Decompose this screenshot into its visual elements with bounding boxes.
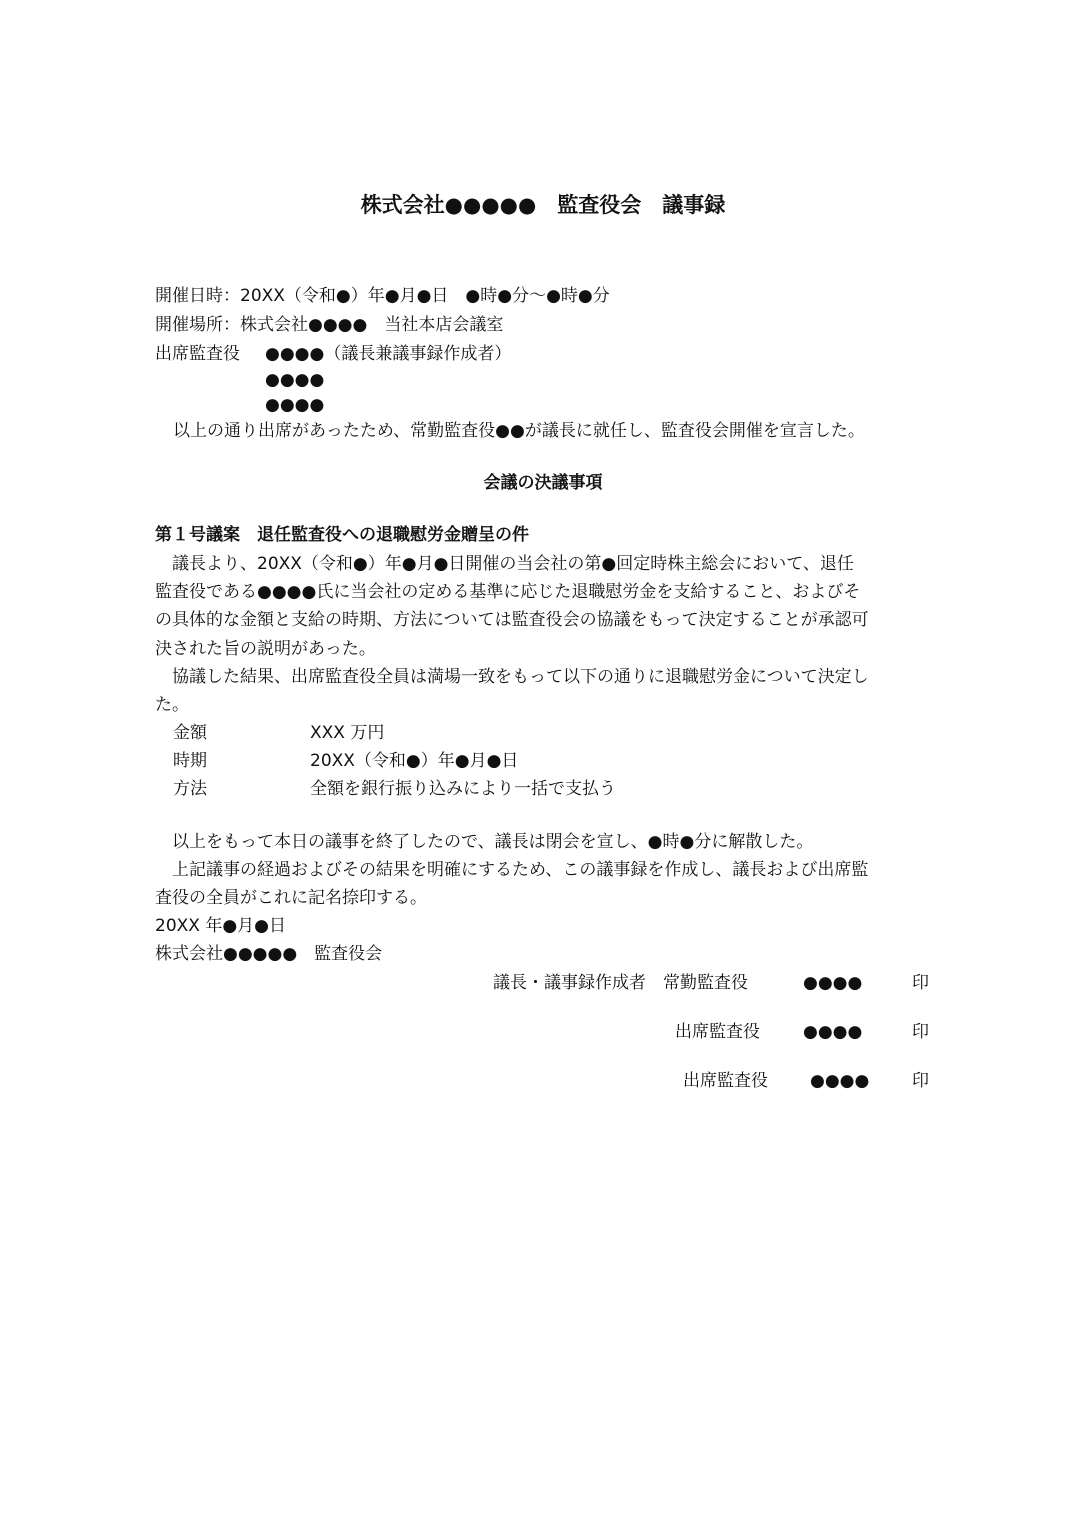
closing-statement: 上記議事の経過およびその結果を明確にするため、この議事録を作成し、議長および出席監 bbox=[155, 860, 869, 880]
detail-value: XXX 万円 bbox=[310, 723, 385, 743]
closing-statement: 以上をもって本日の議事を終了したので、議長は閉会を宣し、●時●分に解散した。 bbox=[155, 832, 814, 852]
signature-name: ●●●● bbox=[803, 1022, 863, 1042]
detail-key: 方法 bbox=[173, 779, 207, 799]
signature-name: ●●●● bbox=[810, 1071, 870, 1091]
closing-statement: 査役の全員がこれに記名捺印する。 bbox=[155, 888, 427, 908]
agenda-paragraph-line: 決された旨の説明があった。 bbox=[155, 639, 376, 659]
agenda-paragraph-line: 議長より、20XX（令和●）年●月●日開催の当会社の第●回定時株主総会において、退任 bbox=[155, 554, 854, 574]
agenda-heading: 第１号議案 退任監査役への退職慰労金贈呈の件 bbox=[155, 525, 529, 545]
meeting-datetime: 開催日時：20XX（令和●）年●月●日 ●時●分～●時●分 bbox=[155, 286, 610, 306]
signature-role: 出席監査役 bbox=[683, 1071, 768, 1091]
document-date: 20XX 年●月●日 bbox=[155, 916, 286, 936]
seal-mark: 印 bbox=[912, 1022, 929, 1042]
decision-paragraph-line: た。 bbox=[155, 695, 189, 715]
seal-mark: 印 bbox=[912, 1071, 929, 1091]
resolutions-heading: 会議の決議事項 bbox=[483, 473, 603, 493]
signature-role: 出席監査役 bbox=[675, 1022, 760, 1042]
decision-paragraph-line: 協議した結果、出席監査役全員は満場一致をもって以下の通りに退職慰労金について決定し bbox=[155, 667, 869, 687]
seal-mark: 印 bbox=[912, 973, 929, 993]
opening-statement: 以上の通り出席があったため、常勤監査役●●が議長に就任し、監査役会開催を宣言した。 bbox=[173, 421, 865, 441]
detail-key: 金額 bbox=[173, 723, 207, 743]
document-title: 株式会社●●●●● 監査役会 議事録 bbox=[360, 193, 726, 217]
organization-name: 株式会社●●●●● 監査役会 bbox=[155, 944, 383, 964]
attendee-name: ●●●● bbox=[265, 370, 325, 390]
detail-value: 20XX（令和●）年●月●日 bbox=[310, 751, 519, 771]
agenda-paragraph-line: 監査役である●●●●氏に当会社の定める基準に応じた退職慰労金を支給すること、およびそ bbox=[155, 582, 861, 602]
signature-role: 議長・議事録作成者 常勤監査役 bbox=[493, 973, 748, 993]
signature-name: ●●●● bbox=[803, 973, 863, 993]
attendee-name: ●●●●（議長兼議事録作成者） bbox=[265, 344, 512, 364]
attendees-label: 出席監査役 bbox=[155, 344, 240, 364]
meeting-place: 開催場所：株式会社●●●● 当社本店会議室 bbox=[155, 315, 504, 335]
detail-value: 全額を銀行振り込みにより一括で支払う bbox=[310, 779, 616, 799]
detail-key: 時期 bbox=[173, 751, 207, 771]
agenda-paragraph-line: の具体的な金額と支給の時期、方法については監査役会の協議をもって決定することが承認可 bbox=[155, 610, 869, 630]
attendee-name: ●●●● bbox=[265, 395, 325, 415]
